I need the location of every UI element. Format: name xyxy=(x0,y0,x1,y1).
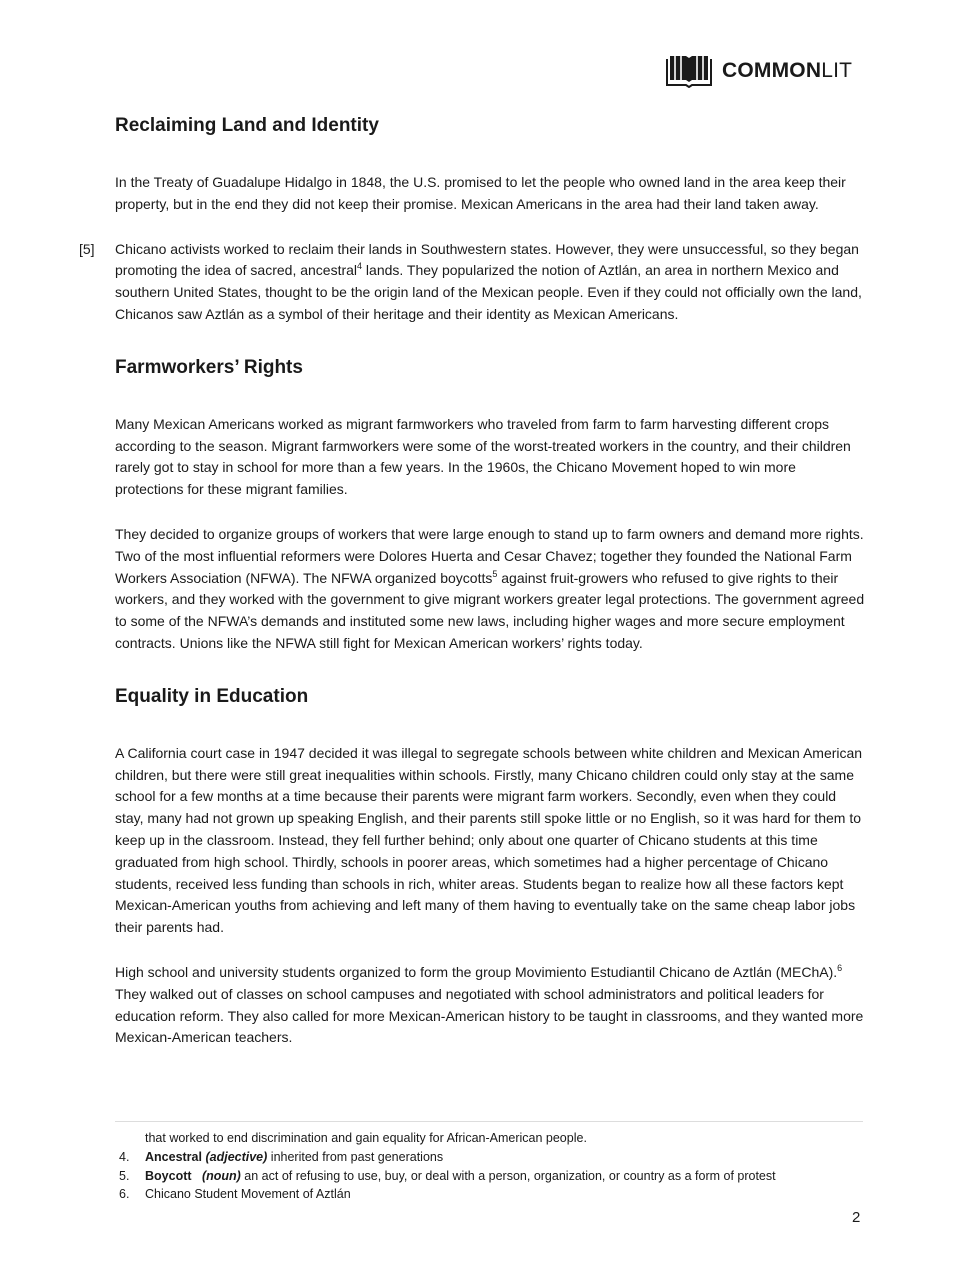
article-body xyxy=(79,112,865,1049)
paragraph-text: Chicano activists worked to reclaim their lands in Southwestern states. However, they were unsuccessful, so they began promoting the idea of sacred, ancestral$^4$ lands. They popularized the notion of Aztlán, an area in northern Mexico and southern United States, thought to be the origin land of the Mexican people. Even if they could not officially own the land, Chicanos saw Aztlán as a symbol of their heritage and their identity as Mexican Americans. xyxy=(115,240,862,322)
paragraph-number: [5] xyxy=(79,240,95,257)
footnotes xyxy=(115,1121,863,1204)
open-book-icon xyxy=(666,52,712,88)
section-heading-land: Reclaiming Land and Identity xyxy=(115,115,379,136)
section-heading-education: Equality in Education xyxy=(115,685,309,707)
footnote-ref-5: 5 xyxy=(492,568,498,579)
brand-name: COMMONLIT xyxy=(722,58,853,82)
footnote-ref-4: 4 xyxy=(357,261,363,272)
footnote-ref-6: 6 xyxy=(837,962,843,973)
footnote-continuation: that worked to end discrimination and gain equality for African-American people. xyxy=(145,1131,587,1145)
commonlit-logo xyxy=(666,52,852,88)
paragraph-5 xyxy=(79,239,865,326)
footnote-item: 4. Ancestral (adjective) inherited from past generations xyxy=(119,1149,444,1164)
paragraph: High school and university students organized to form the group Movimiento Estudiantil Chicano de Aztlán (MEChA).$^6$ They walked out of classes on school campuses and negotiated with school administrators and political leaders for education reform. They also called for more Mexican-American history to be taught in classrooms, and they wanted more Mexican-American teachers. xyxy=(115,962,864,1046)
paragraph: They decided to organize groups of workers that were large enough to stand up to farm owners and demand more rights. Two of the most influential reformers were Dolores Huerta and Cesar Chavez; together they founded the National Farm Workers Association (NFWA). The NFWA organized boycotts$^5$ against fruit-growers who refused to give rights to their workers, and they worked with the government to give migrant workers greater legal protections. The government agreed to some of the NFWA’s demands and instituted some new laws, including higher wages and more secure employment contracts. Unions like the NFWA still fight for Mexican American workers’ rights today. xyxy=(115,525,865,651)
paragraph: In the Treaty of Guadalupe Hidalgo in 1848, the U.S. promised to let the people who owned land in the area keep their property, but in the end they did not keep their promise. Mexican Americans in the area had their land taken away. xyxy=(115,174,846,212)
page-number: 2 xyxy=(852,1209,861,1226)
paragraph: Many Mexican Americans worked as migrant farmworkers who traveled from farm to farm harvesting different crops according to the season. Migrant farmworkers were some of the worst-treated workers in the country, and their children rarely got to stay in school for more than a few years. In the 1960s, the Chicano Movement hoped to win more protections for these migrant families. xyxy=(115,415,851,498)
section-heading-farmworkers: Farmworkers’ Rights xyxy=(115,356,303,378)
paragraph: A California court case in 1947 decided it was illegal to segregate schools between white children and Mexican American children, but there were still great inequalities within schools. Firstly, many Chicano children could only stay at the same school for a few months at a time because their parents were migrant farm workers. Secondly, even when they could stay, many had not grown up speaking English, and their parents still spoke little or no English, so it was hard for them to keep up in the classroom. Instead, they fell further behind; only about one quarter of Chicano students at this time graduated from high school. Thirdly, schools in poorer areas, which sometimes had a higher percentage of Chicano students, received less funding than schools in rich, whiter areas. Students began to realize how all these factors kept Mexican-American youths from achieving and left many of them having to eventually take on the same cheap labor jobs their parents had. xyxy=(115,744,863,936)
footnote-item: 6. Chicano Student Movement of Aztlán xyxy=(119,1187,351,1202)
footnote-item: 5. Boycott (noun) an act of refusing to use, buy, or deal with a person, organization, or country as a form of protest xyxy=(119,1168,776,1183)
